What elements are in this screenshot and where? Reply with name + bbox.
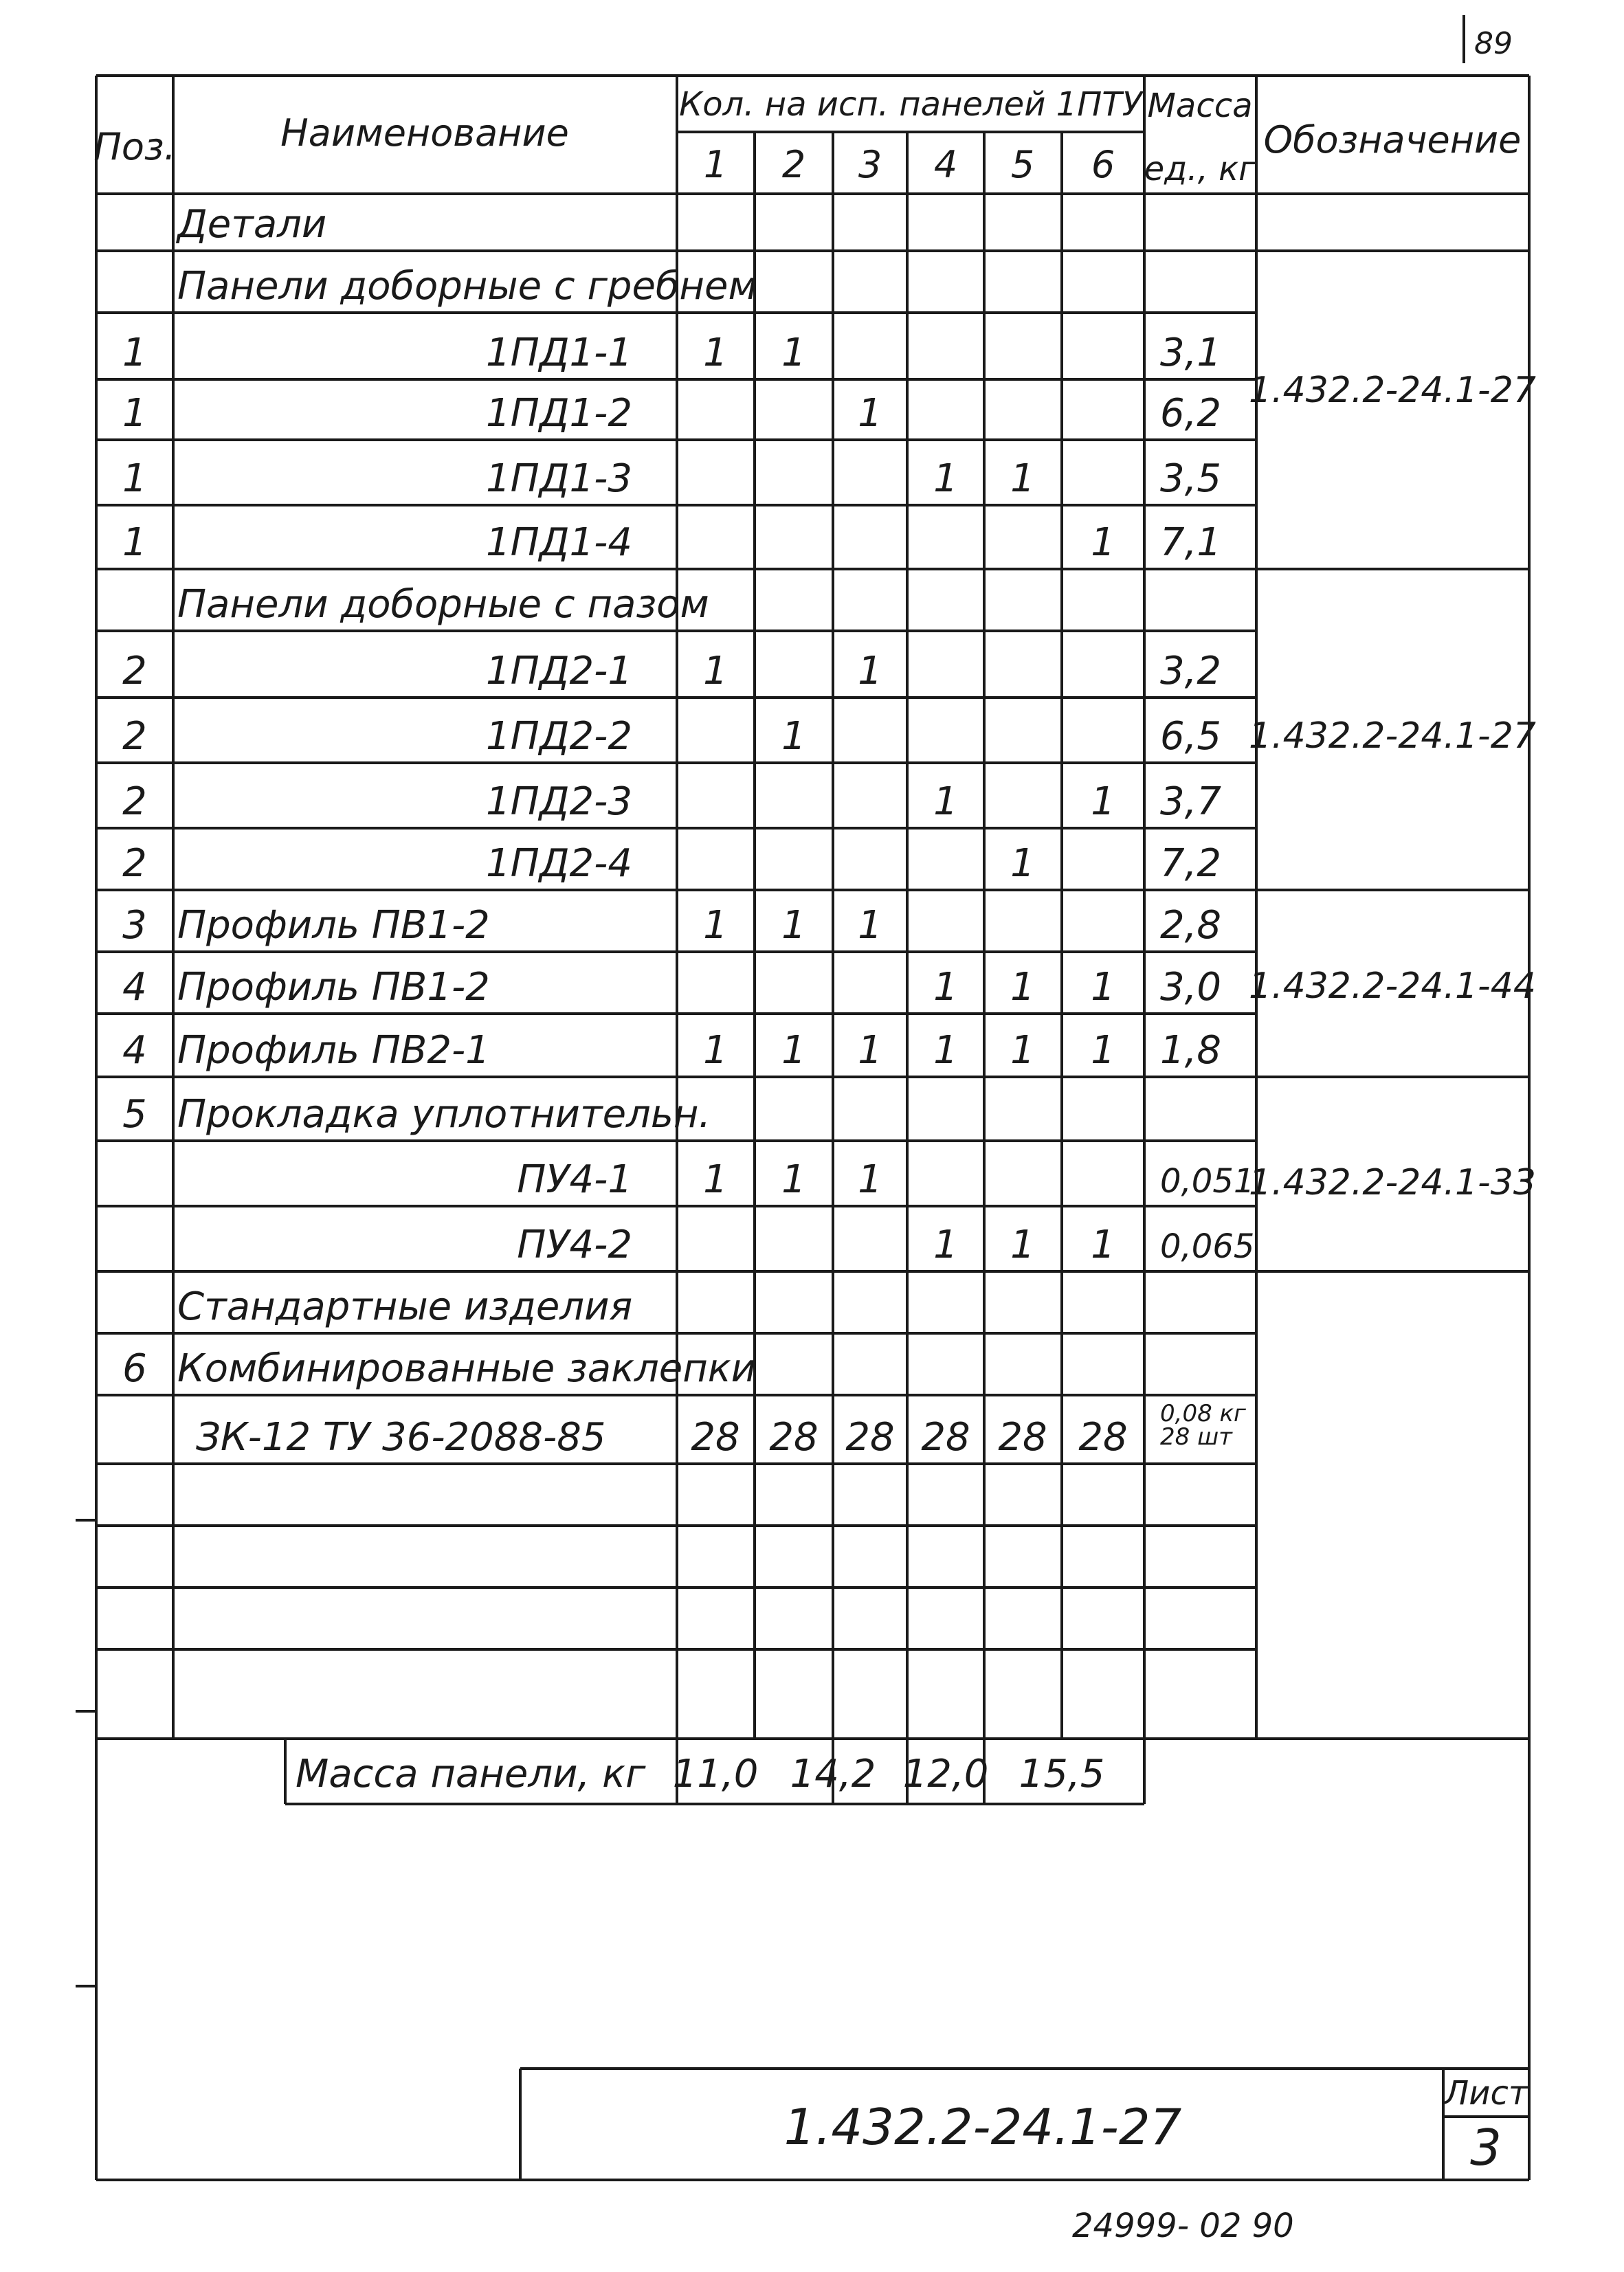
row-qty: 1 [703, 1028, 728, 1073]
row-qty: 1 [703, 649, 728, 693]
panel-mass-value: 12,0 [902, 1752, 989, 1796]
row-qty: 1 [781, 1157, 806, 1202]
header-variant: 5 [1010, 143, 1035, 186]
row-pos: 3 [122, 903, 147, 948]
panel-mass-label: Масса панели, кг [296, 1752, 646, 1796]
row-pos: 5 [122, 1092, 147, 1137]
row-qty: 1 [1010, 965, 1035, 1010]
row-name: 1ПД1-2 [486, 391, 632, 436]
row-qty: 1 [858, 649, 882, 693]
row-qty: 1 [1010, 1028, 1035, 1073]
row-name: 1ПД2-3 [486, 779, 632, 824]
row-mass: 2,8 [1160, 903, 1222, 948]
row-name: Профиль ПВ2-1 [177, 1028, 490, 1073]
header-variant: 1 [703, 143, 728, 186]
row-pos: 4 [122, 965, 147, 1010]
row-mass: 7,2 [1160, 841, 1222, 886]
row-qty: 1 [858, 903, 882, 948]
row-pos: 6 [122, 1346, 147, 1391]
row-mass: 3,1 [1160, 331, 1222, 375]
header-variant: 4 [933, 143, 958, 186]
row-qty: 28 [1078, 1415, 1128, 1460]
row-qty: 28 [845, 1415, 895, 1460]
header-name: Наименование [280, 111, 569, 155]
sheet-number: 3 [1470, 2119, 1502, 2176]
row-name: ЗК-12 ТУ 36-2088-85 [196, 1415, 606, 1460]
row-qty: 1 [1091, 779, 1115, 824]
row-qty: 1 [933, 779, 958, 824]
row-pos: 1 [122, 456, 147, 501]
row-name: Комбинированные заклепки [177, 1346, 757, 1391]
row-name: Панели доборные с пазом [177, 582, 709, 627]
row-qty: 28 [921, 1415, 970, 1460]
row-name: ПУ4-2 [517, 1223, 632, 1267]
row-name: 1ПД1-1 [486, 331, 632, 375]
row-name: 1ПД2-2 [486, 714, 632, 759]
row-qty: 1 [1091, 1223, 1115, 1267]
row-mass: 0,065 [1160, 1227, 1255, 1266]
row-qty: 1 [933, 965, 958, 1010]
row-qty: 1 [1010, 456, 1035, 501]
panel-mass-value: 15,5 [1019, 1752, 1105, 1796]
row-name: 1ПД2-4 [486, 841, 632, 886]
row-qty: 28 [998, 1415, 1047, 1460]
row-qty: 1 [1091, 1028, 1115, 1073]
row-qty: 28 [769, 1415, 819, 1460]
row-qty: 28 [691, 1415, 740, 1460]
row-pos: 1 [122, 520, 147, 565]
designation-cell: 1.432.2-24.1-27 [1249, 715, 1536, 757]
row-qty: 1 [858, 391, 882, 436]
row-qty: 1 [933, 1028, 958, 1073]
header-mass-unit: ед., кг [1144, 150, 1256, 188]
row-name: Профиль ПВ1-2 [177, 965, 490, 1010]
row-qty: 1 [703, 903, 728, 948]
panel-mass-value: 11,0 [672, 1752, 759, 1796]
footer-stamp: 24999- 02 90 [1072, 2207, 1294, 2245]
row-qty: 1 [933, 456, 958, 501]
row-name: Стандартные изделия [177, 1284, 633, 1329]
row-qty: 1 [1091, 965, 1115, 1010]
designation-cell: 1.432.2-24.1-44 [1249, 966, 1536, 1007]
row-pos: 2 [122, 841, 147, 886]
row-qty: 1 [781, 331, 806, 375]
row-name: ПУ4-1 [517, 1157, 632, 1202]
row-qty: 1 [703, 1157, 728, 1202]
header-mass: Масса [1147, 87, 1253, 125]
row-name: Прокладка уплотнительн. [177, 1092, 711, 1137]
row-qty: 1 [858, 1028, 882, 1073]
row-mass: 28 шт [1160, 1423, 1232, 1451]
row-qty: 1 [933, 1223, 958, 1267]
row-pos: 4 [122, 1028, 147, 1073]
row-pos: 1 [122, 331, 147, 375]
row-name: Профиль ПВ1-2 [177, 903, 490, 948]
header-variant: 6 [1091, 143, 1115, 186]
row-name: 1ПД1-4 [486, 520, 632, 565]
row-pos: 1 [122, 391, 147, 436]
row-qty: 1 [781, 903, 806, 948]
row-pos: 2 [122, 714, 147, 759]
row-name: 1ПД1-3 [486, 456, 632, 501]
row-name: Детали [177, 202, 327, 247]
row-qty: 1 [781, 1028, 806, 1073]
designation-cell: 1.432.2-24.1-27 [1249, 370, 1536, 411]
row-mass: 6,5 [1160, 714, 1222, 759]
header-variant: 3 [858, 143, 882, 186]
row-mass: 3,5 [1160, 456, 1222, 501]
row-mass: 3,7 [1160, 779, 1222, 824]
document-code: 1.432.2-24.1-27 [783, 2098, 1182, 2156]
header-qty-group: Кол. на исп. панелей 1ПТУ [679, 85, 1142, 124]
row-mass: 1,8 [1160, 1028, 1222, 1073]
designation-cell: 1.432.2-24.1-33 [1249, 1162, 1536, 1203]
row-name: Панели доборные с гребнем [177, 264, 757, 309]
row-qty: 1 [781, 714, 806, 759]
page-number: 89 [1474, 26, 1513, 61]
header-pos: Поз. [93, 125, 176, 168]
row-mass: 3,2 [1160, 649, 1222, 693]
header-designation: Обозначение [1263, 118, 1522, 162]
row-mass: 0,051 [1160, 1162, 1255, 1201]
row-mass: 7,1 [1160, 520, 1222, 565]
row-qty: 1 [1091, 520, 1115, 565]
row-qty: 1 [703, 331, 728, 375]
header-variant: 2 [781, 143, 806, 186]
row-mass: 0,08 кг [1160, 1400, 1246, 1427]
sheet-label: Лист [1444, 2074, 1528, 2113]
row-qty: 1 [1010, 841, 1035, 886]
row-name: 1ПД2-1 [486, 649, 632, 693]
row-mass: 3,0 [1160, 965, 1222, 1010]
row-pos: 2 [122, 779, 147, 824]
panel-mass-value: 14,2 [790, 1752, 876, 1796]
row-pos: 2 [122, 649, 147, 693]
row-qty: 1 [858, 1157, 882, 1202]
row-mass: 6,2 [1160, 391, 1222, 436]
row-qty: 1 [1010, 1223, 1035, 1267]
